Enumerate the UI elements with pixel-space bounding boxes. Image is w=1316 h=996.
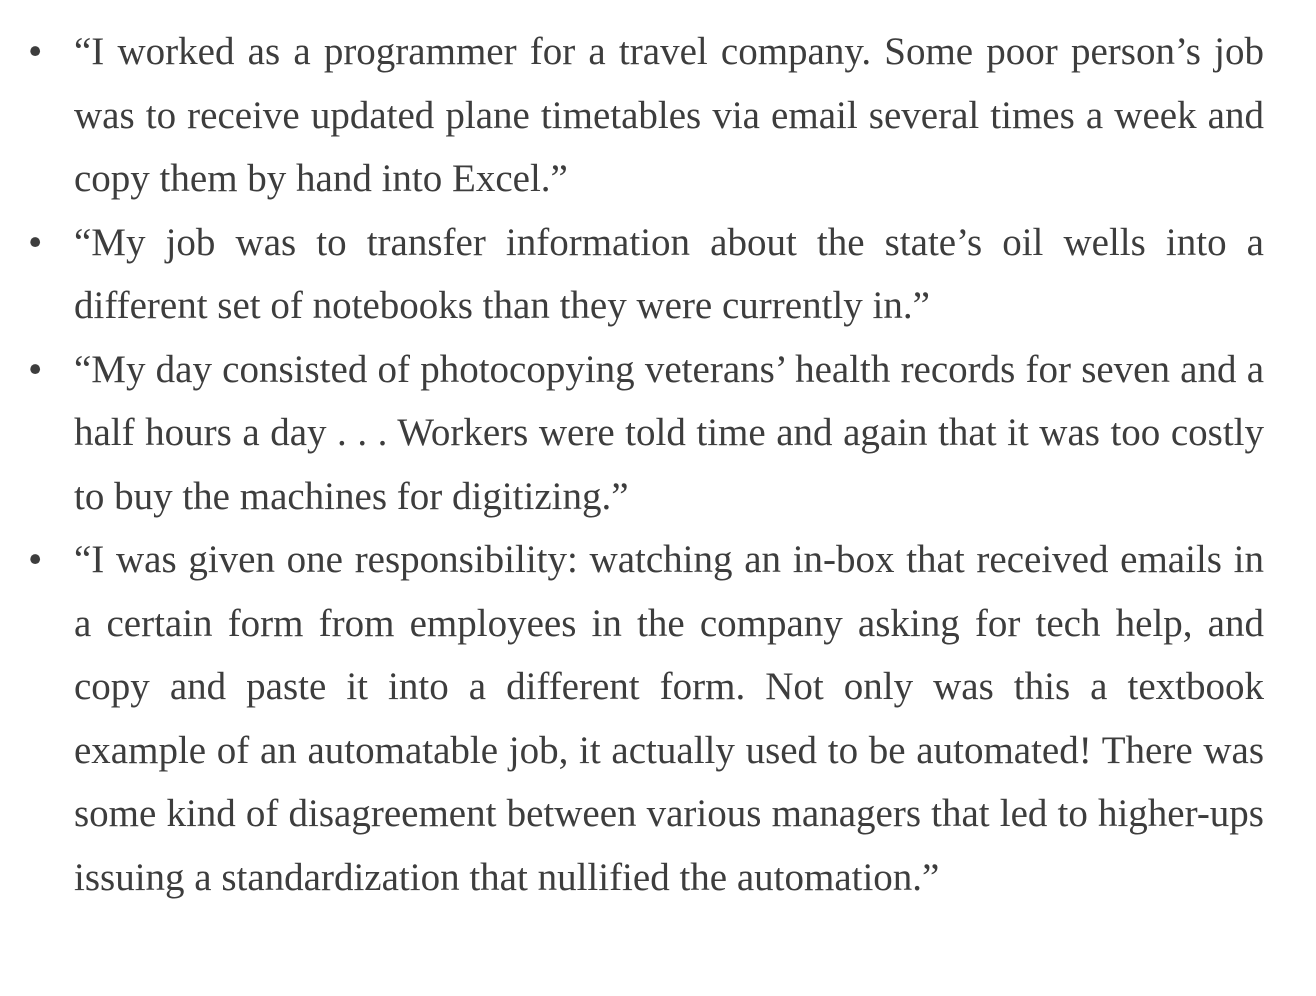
quote-text: “My day consisted of photocopying veterans’ health records for seven and a half hours a day . . . Workers were told time and again that it was too costly to buy the machines for digitizing.”	[74, 347, 1264, 518]
quote-text: “I was given one responsibility: watching an in-box that received emails in a certain form from employees in the company asking for tech help, and copy and paste it into a different form. Not only was this a textbook example of an automatable job, it actually used to be automated! There was some kind of disagreement between various managers that led to higher-ups issuing a standardization that nullified the automation.”	[74, 538, 1264, 899]
quote-list	[22, 20, 1264, 909]
list-item	[22, 338, 1264, 529]
bullet: •	[28, 28, 43, 74]
list-item	[22, 211, 1264, 338]
quote-text: “My job was to transfer information about the state’s oil wells into a different set of notebooks than they were currently in.”	[74, 220, 1264, 327]
bullet: •	[28, 345, 43, 392]
quote-text: “I worked as a programmer for a travel company. Some poor person’s job was to receive updated plane timetables via email several times a week and copy them by hand into Excel.”	[74, 30, 1264, 200]
list-item	[22, 528, 1264, 909]
bullet: •	[28, 536, 43, 582]
list-item	[22, 20, 1264, 211]
bullet: •	[28, 218, 43, 265]
